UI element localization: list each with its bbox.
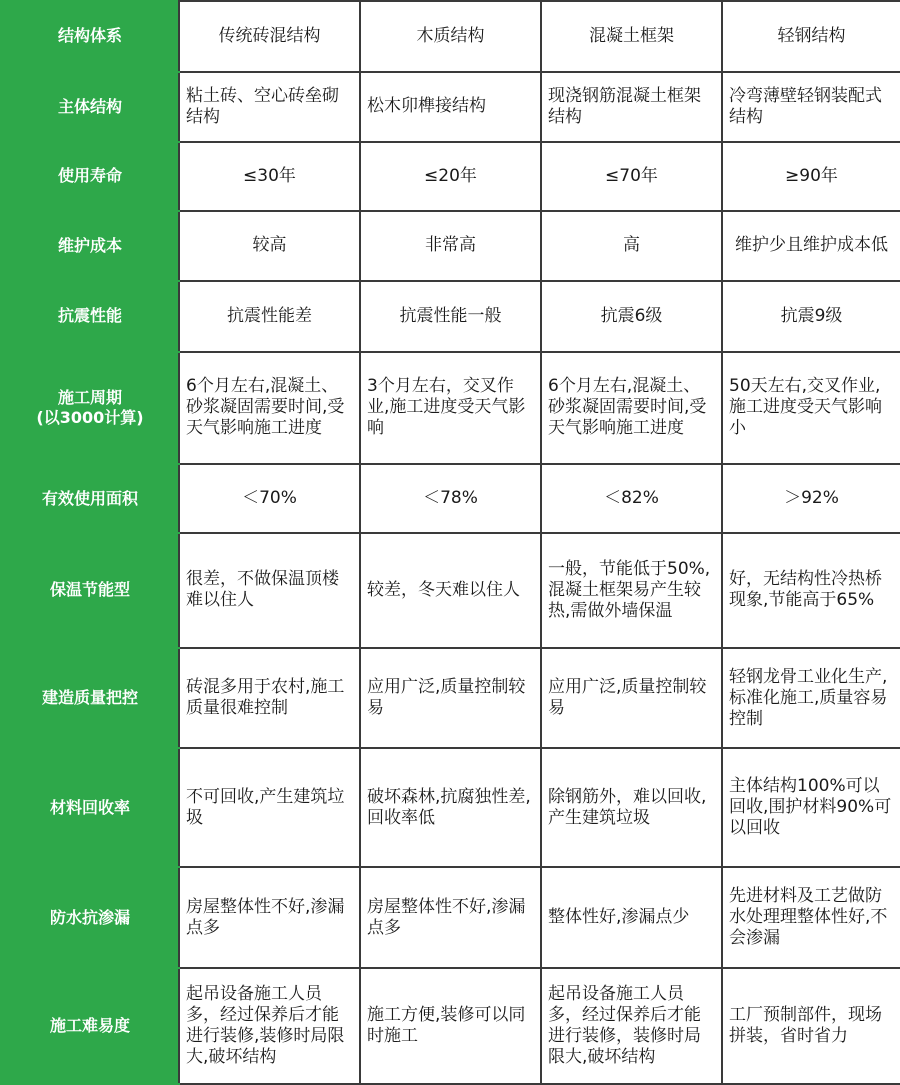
- table-cell: 先进材料及工艺做防水处理理整体性好,不会渗漏: [722, 867, 900, 968]
- table-cell: 起吊设备施工人员多，经过保养后才能进行装修，装修时局限大,破坏结构: [541, 968, 722, 1084]
- table-cell: 破坏森林,抗腐独性差,回收率低: [360, 748, 541, 867]
- table-row: [1, 464, 900, 533]
- table-cell: ＜70%: [179, 464, 360, 533]
- table-cell: 很差，不做保温顶楼难以住人: [179, 533, 360, 648]
- table-cell: ≤70年: [541, 142, 722, 211]
- table-cell: 房屋整体性不好,渗漏点多: [179, 867, 360, 968]
- row-label-main: 施工周期: [57, 387, 122, 407]
- table-row: [1, 867, 900, 968]
- table-cell: 施工方便,装修可以同时施工: [360, 968, 541, 1084]
- table-cell: 好，无结构性冷热桥现象,节能高于65%: [722, 533, 900, 648]
- table-cell: 松木卯榫接结构: [360, 72, 541, 143]
- table-cell: ≤20年: [360, 142, 541, 211]
- table-cell: 粘土砖、空心砖垒砌结构: [179, 72, 360, 143]
- table-row: [1, 352, 900, 465]
- table-cell: 3个月左右，交叉作业,施工进度受天气影响: [360, 352, 541, 465]
- table-cell: 高: [541, 211, 722, 282]
- row-label: 建造质量把控: [1, 648, 179, 749]
- row-label: 材料回收率: [1, 748, 179, 867]
- table-cell: 非常高: [360, 211, 541, 282]
- table-cell: 整体性好,渗漏点少: [541, 867, 722, 968]
- table-cell: 抗震9级: [722, 281, 900, 352]
- table-row: [1, 748, 900, 867]
- table-cell: ≤30年: [179, 142, 360, 211]
- table-row: [1, 648, 900, 749]
- row-label: 施工难易度: [1, 968, 179, 1084]
- row-label: [1, 352, 179, 465]
- table-cell: ＞92%: [722, 464, 900, 533]
- row-label: 主体结构: [1, 72, 179, 143]
- row-label: 抗震性能: [1, 281, 179, 352]
- table-row: [1, 968, 900, 1084]
- table-row: [1, 211, 900, 282]
- table-row: [1, 72, 900, 143]
- row-label: 保温节能型: [1, 533, 179, 648]
- table-cell: ≥90年: [722, 142, 900, 211]
- table-row: [1, 142, 900, 211]
- table-cell: 除钢筋外，难以回收,产生建筑垃圾: [541, 748, 722, 867]
- row-label: 有效使用面积: [1, 464, 179, 533]
- header-cell-concrete-frame: 混凝土框架: [541, 1, 722, 72]
- table-cell: ＜78%: [360, 464, 541, 533]
- table-row: [1, 281, 900, 352]
- table-cell: ＜82%: [541, 464, 722, 533]
- table-cell: 维护少且维护成本低: [722, 211, 900, 282]
- header-row: [1, 1, 900, 72]
- table-cell: 较差，冬天难以住人: [360, 533, 541, 648]
- header-cell-category: 结构体系: [1, 1, 179, 72]
- table-cell: 一般，节能低于50%,混凝土框架易产生较热,需做外墙保温: [541, 533, 722, 648]
- table-cell: 不可回收,产生建筑垃圾: [179, 748, 360, 867]
- table-cell: 6个月左右,混凝土、砂浆凝固需要时间,受天气影响施工进度: [541, 352, 722, 465]
- table-cell: 应用广泛,质量控制较易: [541, 648, 722, 749]
- table-cell: 50天左右,交叉作业,施工进度受天气影响小: [722, 352, 900, 465]
- row-label-sub: (以3000计算): [36, 407, 144, 427]
- table-cell: 现浇钢筋混凝土框架结构: [541, 72, 722, 143]
- row-label: 使用寿命: [1, 142, 179, 211]
- table-cell: 抗震6级: [541, 281, 722, 352]
- header-cell-light-steel: 轻钢结构: [722, 1, 900, 72]
- table-cell: 主体结构100%可以回收,围护材料90%可以回收: [722, 748, 900, 867]
- table-cell: 轻钢龙骨工业化生产,标准化施工,质量容易控制: [722, 648, 900, 749]
- row-label: 维护成本: [1, 211, 179, 282]
- table-row: [1, 533, 900, 648]
- table-cell: 工厂预制部件，现场拼装，省时省力: [722, 968, 900, 1084]
- table-cell: 起吊设备施工人员多，经过保养后才能进行装修,装修时局限大,破坏结构: [179, 968, 360, 1084]
- table-cell: 抗震性能一般: [360, 281, 541, 352]
- table-cell: 砖混多用于农村,施工质量很难控制: [179, 648, 360, 749]
- row-label: 防水抗渗漏: [1, 867, 179, 968]
- table-cell: 抗震性能差: [179, 281, 360, 352]
- header-cell-timber: 木质结构: [360, 1, 541, 72]
- table-cell: 房屋整体性不好,渗漏点多: [360, 867, 541, 968]
- table-cell: 冷弯薄壁轻钢装配式结构: [722, 72, 900, 143]
- table-cell: 6个月左右,混凝土、砂浆凝固需要时间,受天气影响施工进度: [179, 352, 360, 465]
- header-cell-brick-concrete: 传统砖混结构: [179, 1, 360, 72]
- table-cell: 较高: [179, 211, 360, 282]
- table-cell: 应用广泛,质量控制较易: [360, 648, 541, 749]
